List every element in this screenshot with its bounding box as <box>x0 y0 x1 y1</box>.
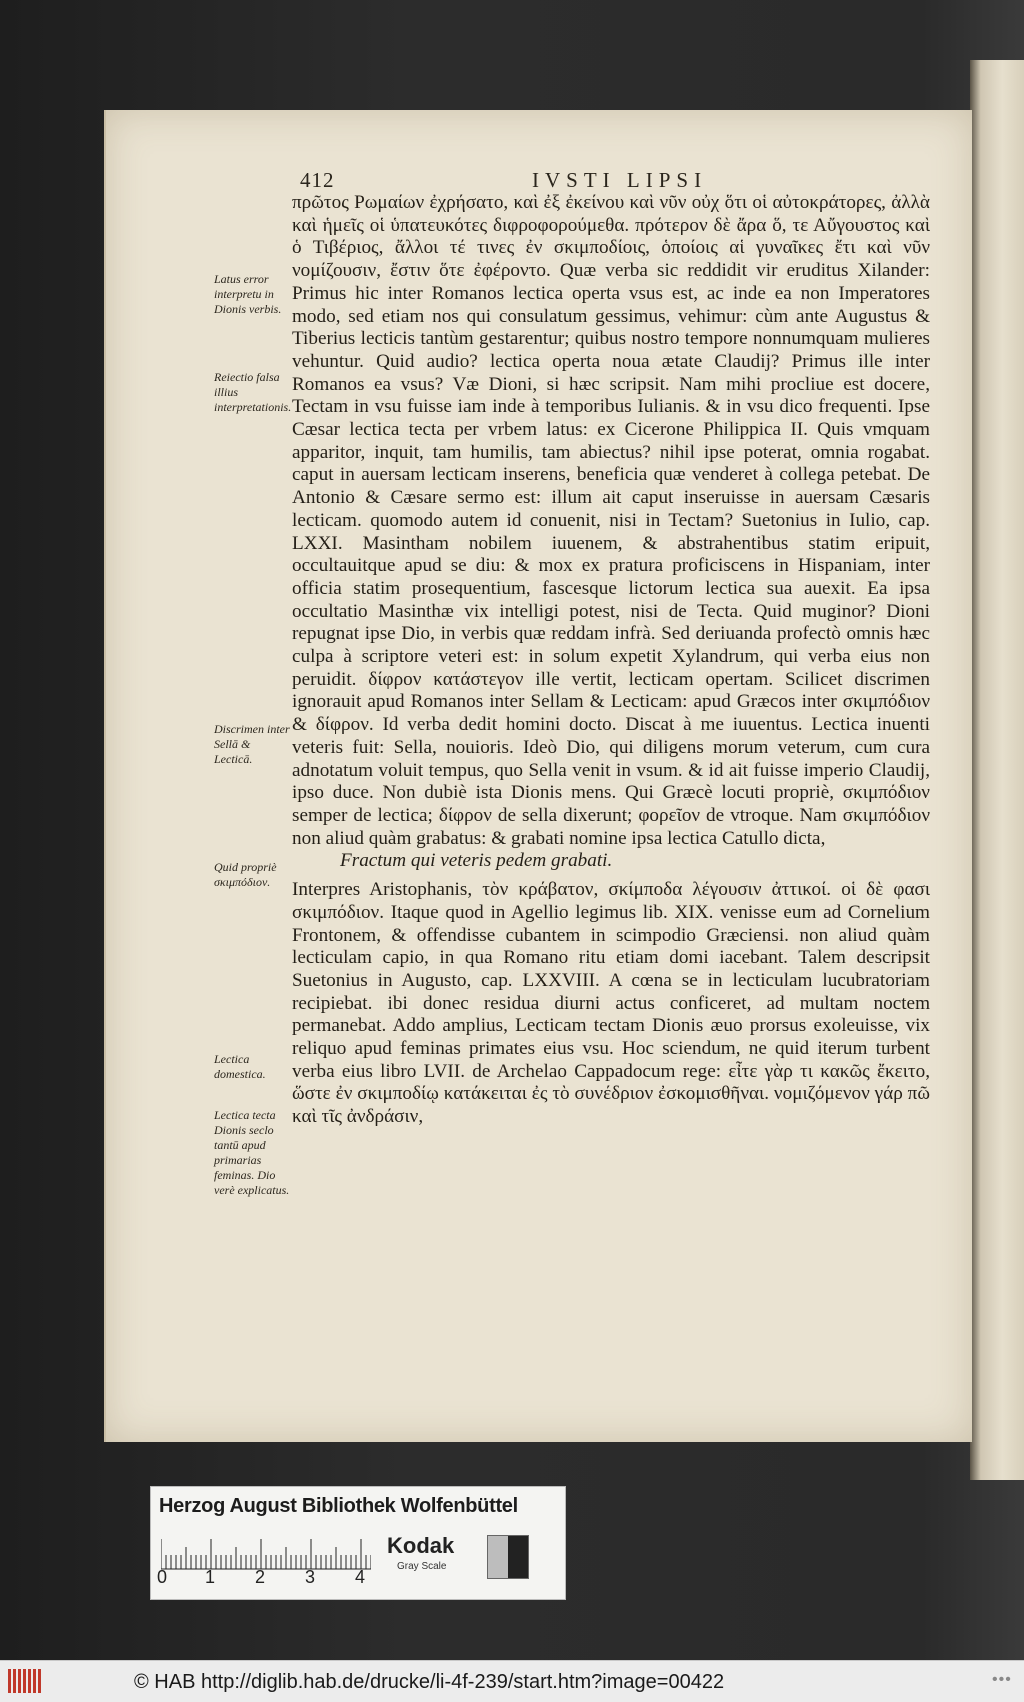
page-number: 412 <box>300 168 335 192</box>
ruler-scale <box>161 1533 371 1571</box>
color-reference-card <box>150 1486 566 1600</box>
ruler-number: 2 <box>255 1567 266 1587</box>
permalink-url[interactable]: © HAB http://diglib.hab.de/drucke/li-4f-239/start.htm?image=00422 <box>134 1671 725 1693</box>
gray-scale-label: Gray Scale <box>397 1561 447 1572</box>
margin-note-3: Discrimen inter Sellā & Lecticā. <box>214 722 290 766</box>
margin-note-5: Lectica domestica. <box>214 1052 266 1081</box>
main-text <box>292 192 930 1129</box>
ruler-number: 1 <box>205 1567 216 1587</box>
kodak-label: Kodak <box>387 1533 455 1558</box>
margin-note-6: Lectica tecta Dionis seclo tantū apud primarias feminas. Dio verè explicatus. <box>214 1108 290 1197</box>
facing-page-edge <box>970 60 1024 1480</box>
ruler-number: 0 <box>157 1567 168 1587</box>
paragraph-2: Interpres Aristophanis, τὸν κράβατον, σκίμποδα λέγουσιν ἀττικοί. οἱ δὲ φασι σκιμπόδιον. Itaque quod in Agellio legimus lib. XIX. venisse eum ad Cornelium Frontonem, & offendisse cubantem in scimpodio Græciensi. non aliud quàm lecticulam capio, in qua Romano ritu etiam domi iacebant. Talem descripsit Suetonius in Augusto, cap. LXXVIII. A cœna se in lecticulam lucubratoriam recipiebat. ibi donec residua diurni actus conficeret, ad multam noctem permanebat. Addo amplius, Lecticam tectam Dionis æuo prorsus exoleuisse, vix reliquo apud feminas primates eius vsu. Hoc sciendum, ne quid iterum turbent verba eius libro LVII. de Archelao Cappadocum rege: εἶτε γὰρ τι κακῶς ἔκειτο, ὥστε ἐν σκιμποδίῳ κατάκειται ἐς τὸ συνέδριον ἐσκομισθῆναι. νομιζόμενον γάρ πῶ καὶ τῖς ἀνδράσιν, <box>292 879 930 1128</box>
ruler-number: 4 <box>355 1567 366 1587</box>
ruler-numbers <box>155 1567 395 1589</box>
library-name: Herzog August Bibliothek Wolfenbüttel <box>159 1495 518 1517</box>
running-title: IVSTI LIPSI <box>532 168 708 192</box>
hab-logo-icon[interactable] <box>8 1669 44 1693</box>
more-options-icon[interactable]: ••• <box>992 1671 1012 1688</box>
page-header <box>300 168 920 194</box>
margin-note-2: Reiectio falsa illius interpretationis. <box>214 370 292 414</box>
margin-note-1: Latus error interpretu in Dionis verbis. <box>214 272 282 316</box>
paragraph-1: πρῶτος Ρωμαίων ἐχρήσατο, καὶ ἐξ ἐκείνου καὶ νῦν οὐχ ὅτι οἱ αὐτοκράτορες, ἀλλὰ καὶ ἡμεῖς οἱ ὑπατευκότες διφροφορούμεθα. πρότερον δὲ ἄρα ὅ, τε Αὔγουστος καὶ ὁ Τιβέριος, ἄλλοι τέ τινες ἐν σκιμποδίοις, ὁποίοις αἱ γυναῖκες ἔτι καὶ νῦν νομίζουσιν, ἔστιν ὅτε ἐφέροντο. Quæ verba sic reddidit vir eruditus Xilander: Primus hic inter Romanos lectica operta vsus est, ac inde ea non Imperatores modo, sed etiam nos qui consulatum gessimus, vehimur: cùm ante Augustus & Tiberius lecticis tantùm gestarentur; quibus nostro tempore nonnumquam mulieres vehuntur. Quid audio? lectica operta noua ætate Claudij? Primus ille inter Romanos ea vsus? Væ Dioni, si hæc scripsit. Nam mihi procliue est docere, Tectam in vsu fuisse iam inde à temporibus Iulianis. & in vsu dico frequenti. Ipse Cæsar lectica tecta per vrbem latus: ex Cicerone Philippica II. Quis vmquam apparitor, inquit, tam humilis, tam abiectus? nihil ipse poterat, omnia rogabat. caput in auersam lecticam inserens, beneficia quæ venderet à collega petebat. De Antonio & Cæsare sermo est: illum ait caput inseruisse in auersam Cæsaris lecticam. quomodo autem id conuenit, nisi in Tectam? Suetonius in Iulio, cap. LXXI. Masintham nobilem iuuenem, & abstrahentibus statim eripuit, occultauitque apud se diu: & mox ex pratura proficiscens in Hispaniam, inter officia statim prosequentium, fascesque lictorum lectica sua auexit. Ea ipsa occultatio Masinthæ vix intelligi potest, nisi de Tecta. Quid muginor? Dioni repugnat ipse Dio, in verbis quæ reddam infrà. Sed deriuanda profectò omnis hæc culpa à scriptore veteri est: in solum expetit Xylandrum, qui verba eius non peruidit. δίφρον κατάστεγον ille vertit, lecticam opertam. Scilicet discrimen ignorauit apud Romanos inter Sellam & Lecticam: apud Græcos inter σκιμπόδιον & δίφρον. Id verba dedit homini docto. Discat à me iuuentus. Lectica inuenti veteris fuit: Sella, nouioris. Ideò Dio, qui diligens morum veterum, cum cura adnotatum voluit tempus, quo Sella venit in vsum. & id ait fuisse imperio Claudij, ipso duce. Non dubiè ista Dionis mens. Qui Græcè locuti propriè, σκιμπόδιον semper de lectica; δίφρον de sella dixerunt; φορεῖον de vtroque. Nam σκιμπόδιον non aliud quàm grabatus: & grabati nomine ipsa lectica Catullo dicta, <box>292 192 930 849</box>
viewer-footer <box>0 1660 1024 1702</box>
verse-quote: Fractum qui veteris pedem grabati. <box>340 850 613 872</box>
ruler-number: 3 <box>305 1567 316 1587</box>
gray-swatch <box>487 1535 529 1579</box>
margin-note-4: Quid propriè σκιμπόδιον. <box>214 860 277 889</box>
